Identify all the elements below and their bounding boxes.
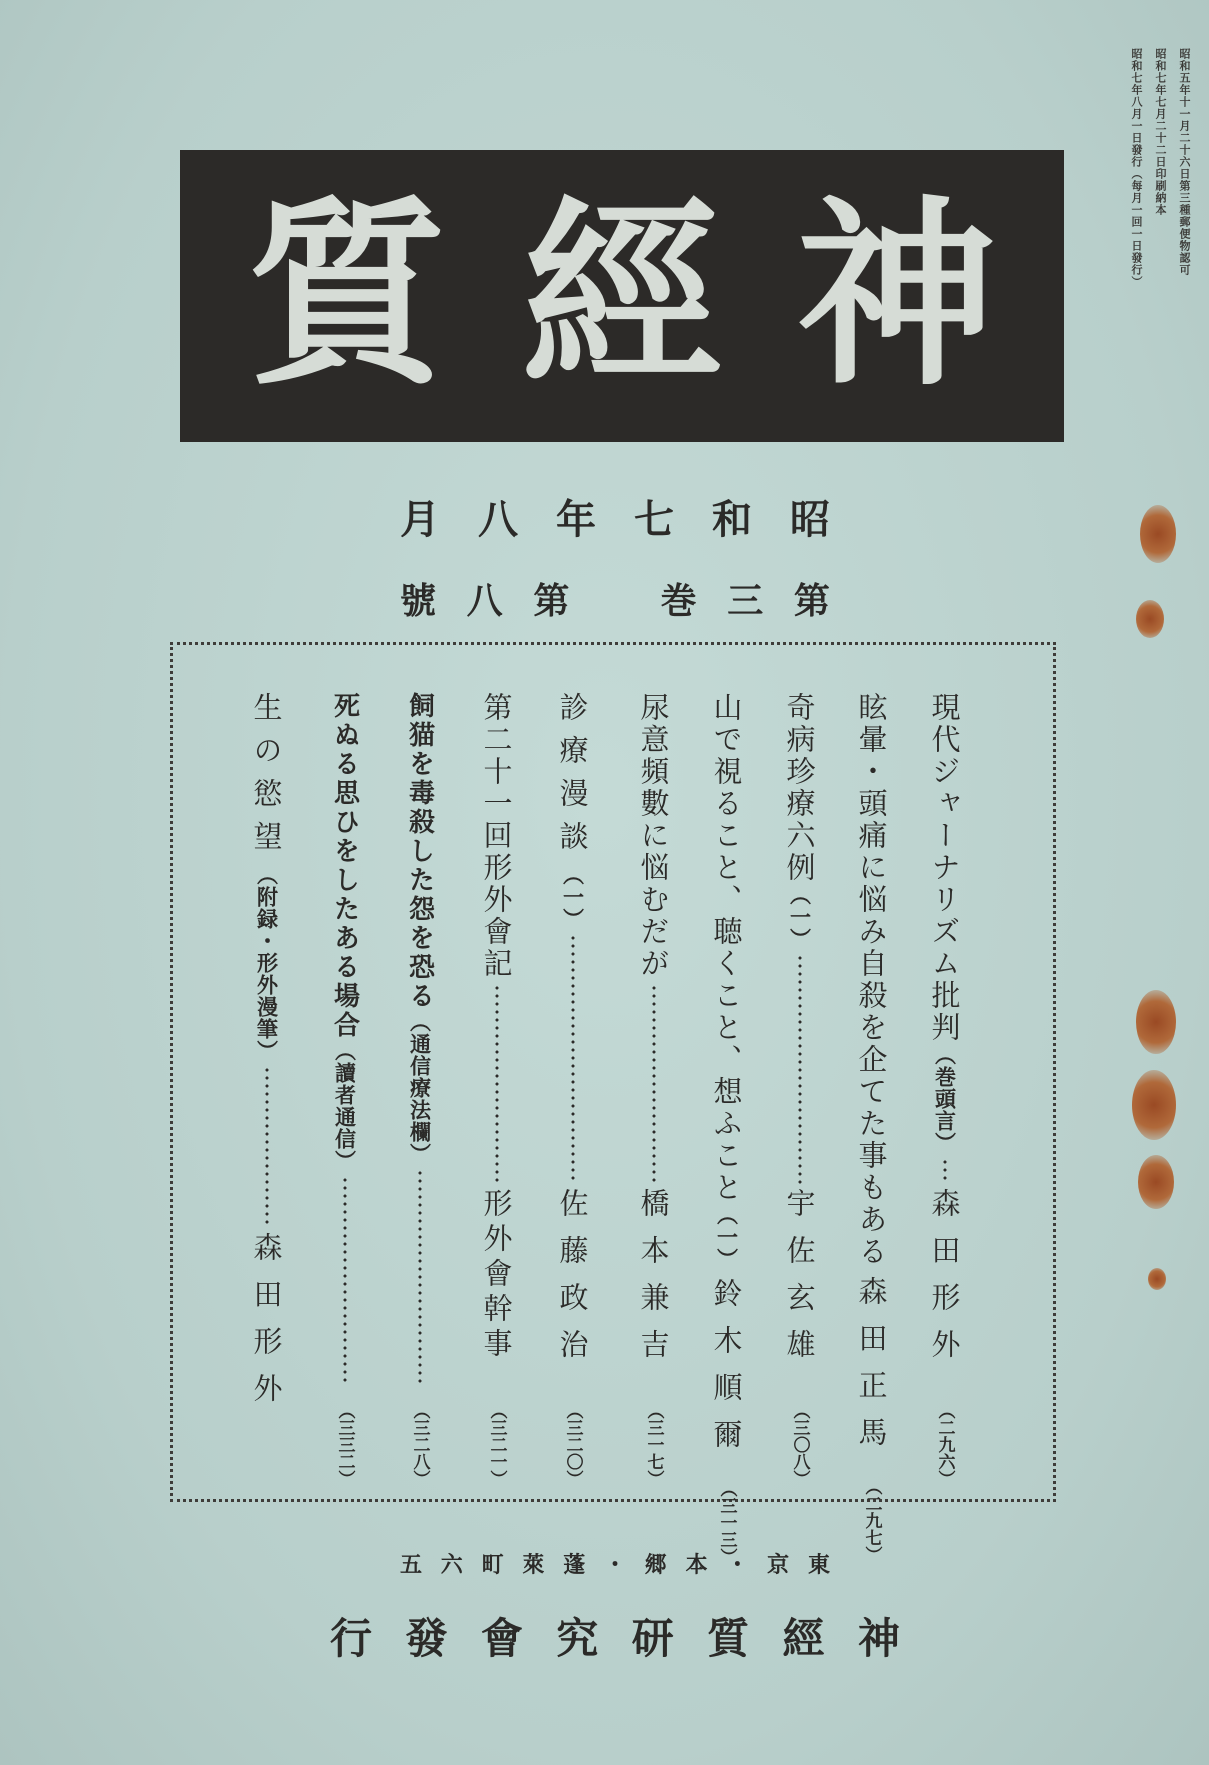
rust-stain (1136, 600, 1164, 638)
issue-date (400, 488, 830, 545)
toc-author: 森田形外 (927, 1188, 962, 1376)
title-char: 經 (521, 178, 722, 413)
toc-title: 死ぬる思ひをしたある場合 (329, 692, 360, 1040)
volume-char: 三 (727, 580, 764, 622)
leader-dots (495, 984, 499, 1184)
toc-page: （三二八） (409, 1402, 430, 1487)
publisher-char: 研 (631, 1614, 674, 1663)
toc-entry[interactable] (477, 692, 517, 1487)
toc-author: 鈴木順爾 (709, 1278, 744, 1466)
date-char: 七 (634, 496, 674, 543)
toc-author: 宇佐玄雄 (782, 1188, 817, 1376)
date-char: 和 (712, 496, 752, 543)
toc-author: 森田正馬 (854, 1276, 889, 1464)
toc-title: 第二十一回形外會記 (479, 692, 514, 980)
toc-page: （三一七） (643, 1402, 664, 1487)
volume-char: 號 (400, 580, 437, 622)
rust-stain (1138, 1155, 1174, 1209)
address-char: ・ (603, 1552, 626, 1578)
volume-number (400, 573, 830, 624)
registration-line: 昭和五年十一月二十六日第三種郵便物認可 (1178, 48, 1191, 276)
volume-char: 巻 (660, 580, 697, 622)
rust-stain (1140, 505, 1176, 563)
toc-entry[interactable] (925, 692, 965, 1487)
publisher-name (330, 1606, 900, 1666)
toc-author: 佐藤政治 (555, 1188, 590, 1376)
toc-title: 生の慾望 (249, 692, 284, 864)
toc-title: 飼猫を毒殺した怨を恐る (404, 692, 435, 1011)
address-char: 東 (807, 1552, 830, 1578)
publisher-char: 經 (782, 1614, 825, 1663)
toc-entry[interactable] (852, 692, 892, 1563)
leader-dots (418, 1169, 422, 1384)
toc-sub: （讀者通信） (332, 1040, 358, 1172)
toc-entry[interactable] (634, 692, 674, 1487)
rust-stain (1148, 1268, 1166, 1290)
toc-title: 現代ジャーナリズム批判 (927, 692, 962, 1044)
publisher-char: 行 (330, 1614, 373, 1663)
toc-entry[interactable] (707, 692, 747, 1565)
registration-line: 昭和七年七月二十二日印刷納本 (1154, 48, 1167, 216)
toc-entry[interactable] (247, 692, 287, 1432)
leader-dots (943, 1158, 947, 1184)
volume-char: 第 (533, 580, 570, 622)
address-char: 町 (481, 1552, 504, 1578)
publisher-address (400, 1548, 830, 1579)
toc-sub: （巻頭言） (932, 1044, 958, 1154)
toc-page: （三三二） (334, 1402, 355, 1487)
table-of-contents (170, 642, 1056, 1502)
leader-dots (652, 984, 656, 1184)
address-char: 本 (685, 1552, 708, 1578)
leader-dots (265, 1066, 269, 1228)
address-char: 六 (440, 1552, 463, 1578)
leader-dots (571, 934, 575, 1184)
date-char: 年 (556, 496, 596, 543)
toc-page: （三二一） (486, 1402, 507, 1487)
title-banner (180, 150, 1064, 442)
toc-title: 奇病珍療六例 (782, 692, 817, 884)
toc-sub: （附録・形外漫筆） (254, 864, 280, 1062)
toc-sub: （一） (560, 864, 586, 930)
title-char: 神 (796, 178, 997, 413)
toc-page: （三〇八） (789, 1402, 810, 1487)
address-char: 蓬 (563, 1552, 586, 1578)
toc-sub: （一） (787, 884, 813, 950)
volume-char: 八 (466, 580, 503, 622)
publisher-char: 究 (556, 1614, 599, 1663)
publisher-char: 神 (857, 1614, 900, 1663)
toc-entry[interactable] (553, 692, 593, 1487)
toc-entry[interactable] (780, 692, 820, 1487)
toc-author: 森田形外 (249, 1232, 284, 1420)
toc-title: 山で視ること、聴くこと、想ふこと (709, 692, 744, 1204)
toc-title: 尿意頻數に悩むだが (636, 692, 671, 980)
toc-sub: （一） (714, 1204, 740, 1270)
publisher-char: 質 (707, 1614, 750, 1663)
publisher-char: 會 (480, 1614, 523, 1663)
toc-entry[interactable] (400, 692, 440, 1487)
toc-page: （三一三） (716, 1480, 737, 1565)
publisher-char: 發 (405, 1614, 448, 1663)
leader-dots (343, 1176, 347, 1384)
leader-dots (798, 954, 802, 1184)
date-char: 八 (478, 496, 518, 543)
address-char: ・ (726, 1552, 749, 1578)
toc-title: 診療漫談 (555, 692, 590, 864)
toc-title: 眩暈・頭痛に悩み自殺を企てた事もある (854, 692, 889, 1268)
toc-sub: （通信療法欄） (407, 1011, 433, 1165)
toc-page: （三二〇） (562, 1402, 583, 1487)
toc-page: （二九七） (861, 1478, 882, 1563)
rust-stain (1132, 1070, 1176, 1140)
date-char: 昭 (790, 496, 830, 543)
toc-author: 橋本兼吉 (636, 1188, 671, 1376)
title-char: 質 (247, 178, 448, 413)
rust-stain (1136, 990, 1176, 1054)
address-char: 郷 (644, 1552, 667, 1578)
address-char: 五 (400, 1552, 423, 1578)
address-char: 京 (767, 1552, 790, 1578)
volume-char: 第 (793, 580, 830, 622)
registration-line: 昭和七年八月一日發行（每月一回一日發行） (1130, 48, 1143, 288)
date-char: 月 (400, 496, 440, 543)
toc-page: （二九六） (934, 1402, 955, 1487)
toc-author: 形外會幹事 (479, 1188, 514, 1363)
toc-entry[interactable] (325, 692, 365, 1487)
address-char: 萊 (522, 1552, 545, 1578)
